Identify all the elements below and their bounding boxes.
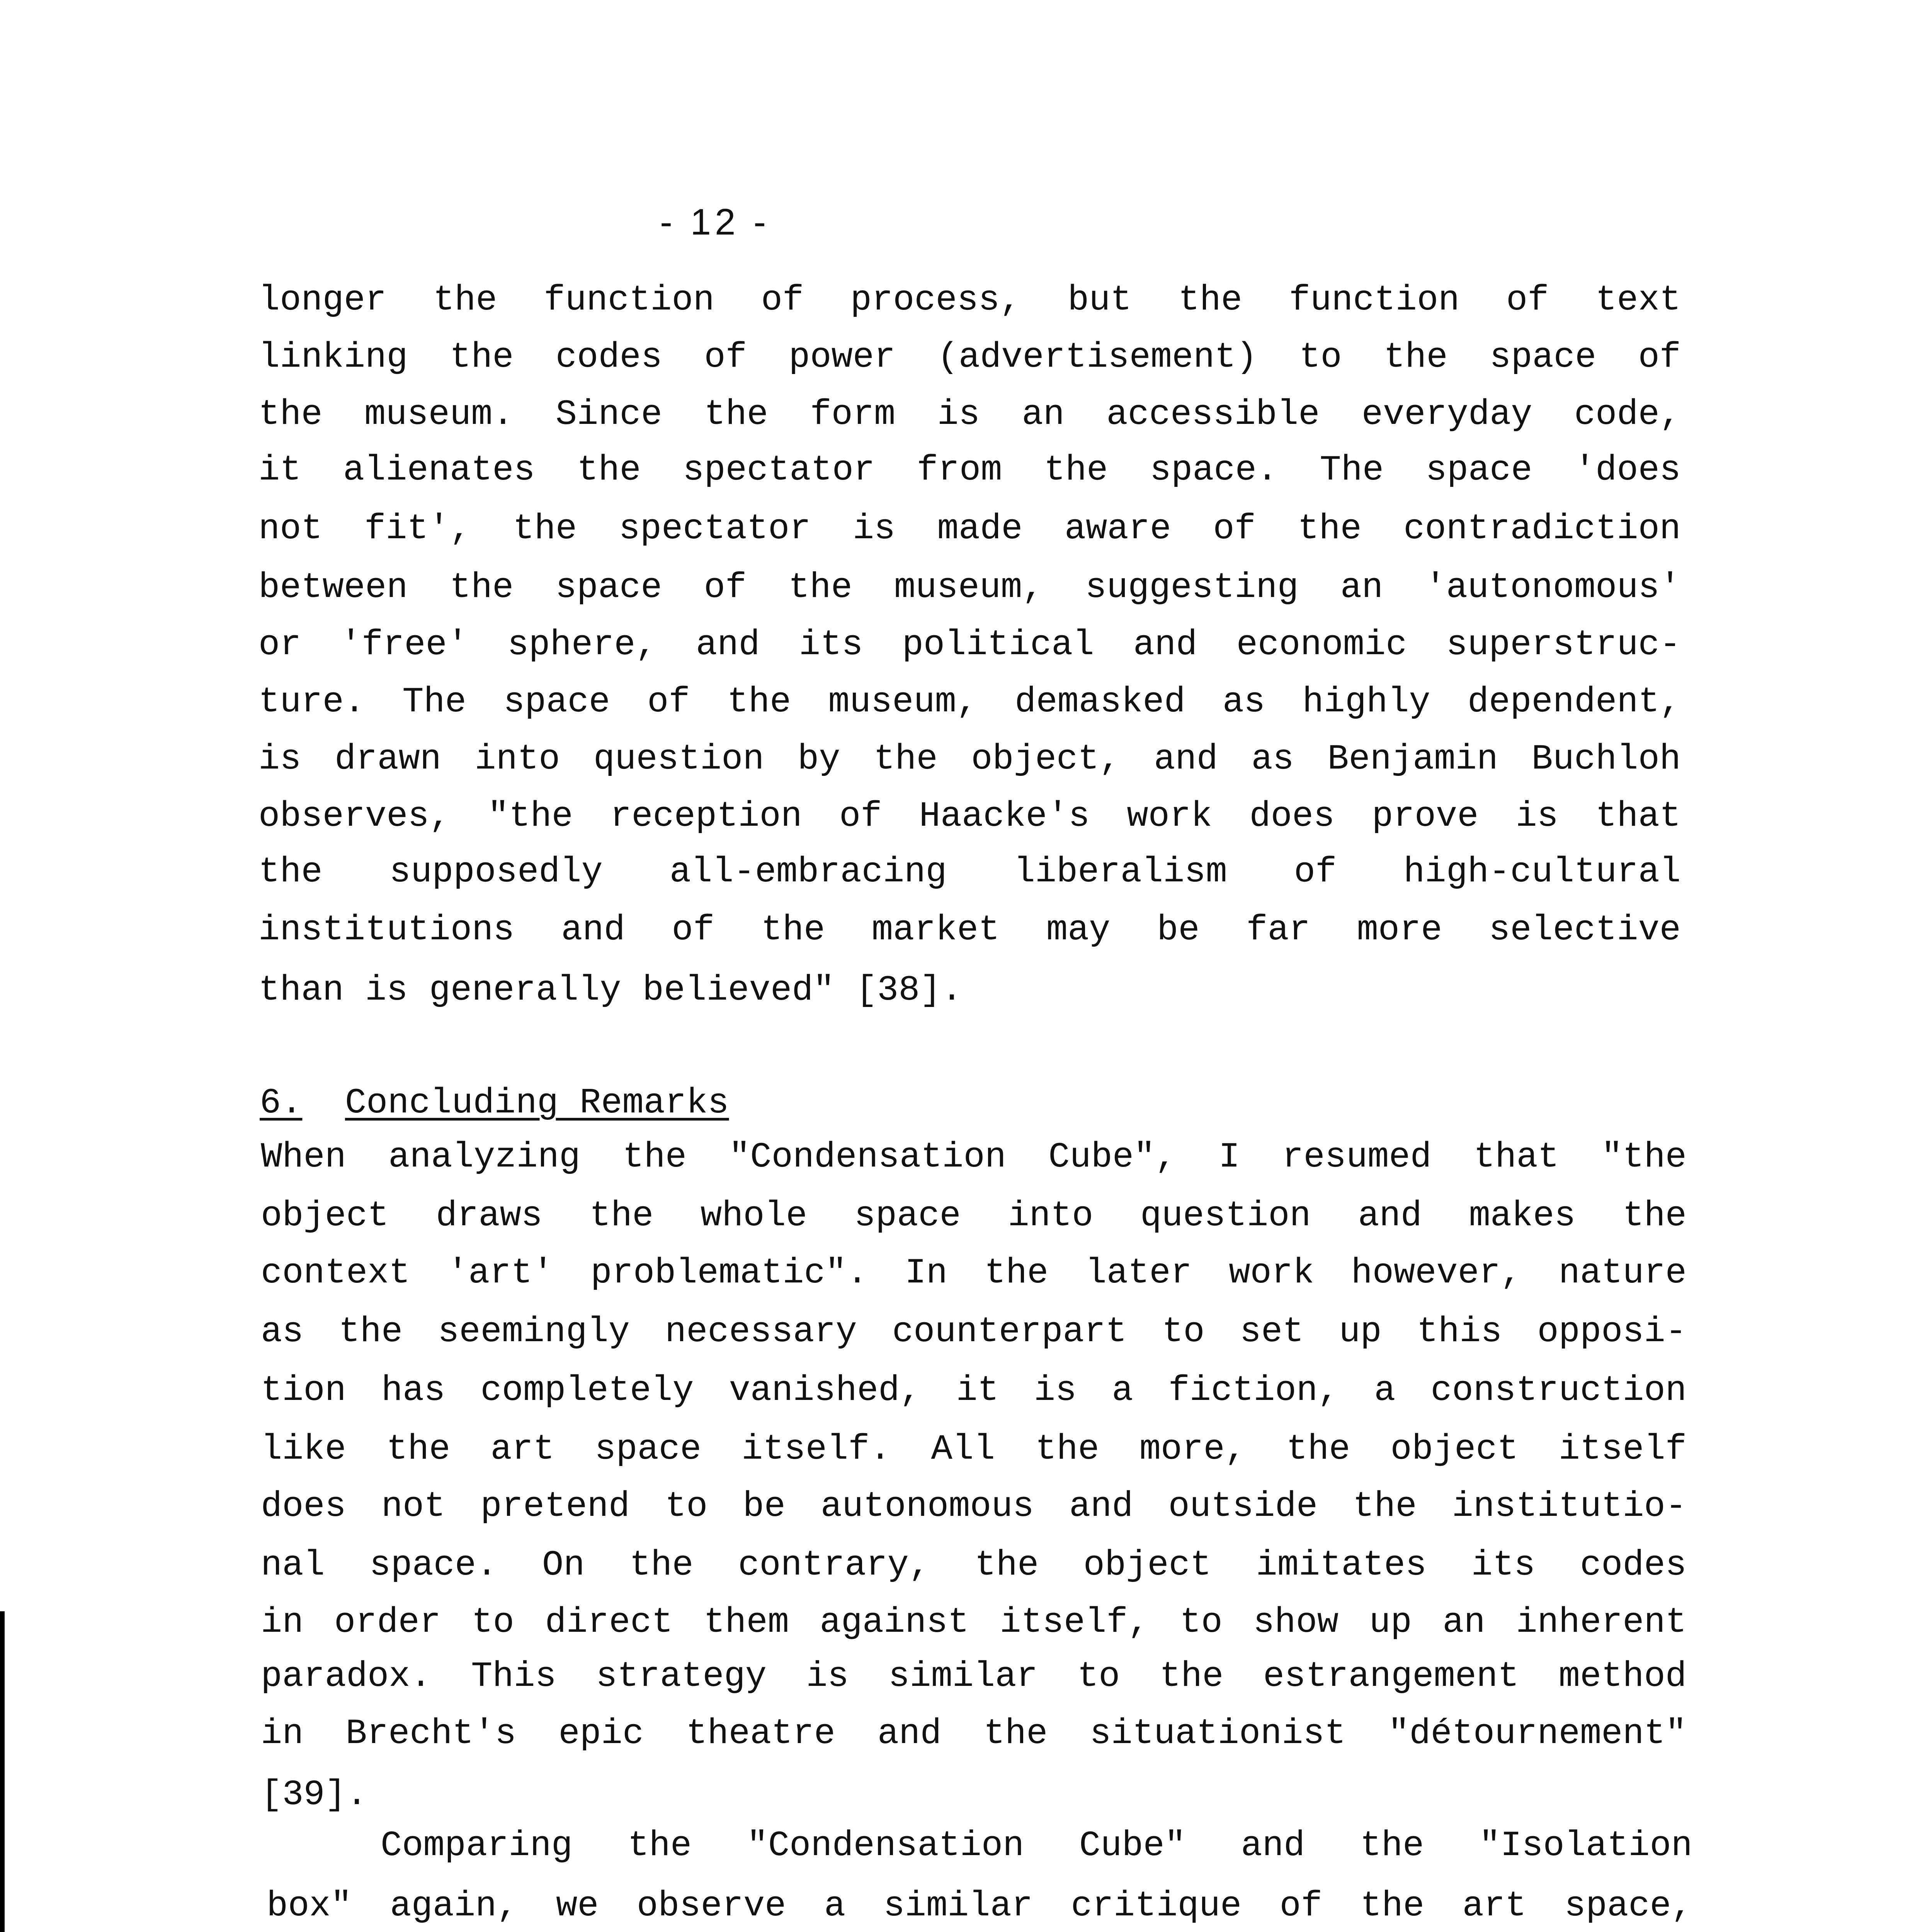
text-line: object draws the whole space into question and makes the — [261, 1196, 1687, 1236]
text-line: [39]. — [261, 1774, 368, 1815]
text-line: not fit', the spectator is made aware of the contradiction — [259, 509, 1681, 549]
text-line: institutions and of the market may be far more selective — [259, 910, 1681, 950]
text-line: ture. The space of the museum, demasked as highly dependent, — [259, 682, 1681, 722]
text-line: longer the function of process, but the function of text — [259, 280, 1681, 320]
text-line: box" again, we observe a similar critique of the art space, — [267, 1886, 1692, 1926]
text-line: than is generally believed" [38]. — [259, 970, 963, 1010]
section-number: 6. — [260, 1083, 303, 1123]
text-line: is drawn into question by the object, and as Benjamin Buchloh — [259, 739, 1681, 779]
section-title: Concluding Remarks — [345, 1083, 729, 1123]
scan-border-artifact — [0, 1611, 5, 1932]
page-number: - 12 - — [660, 201, 770, 243]
text-line: Comparing the "Condensation Cube" and the "Isolation — [381, 1825, 1692, 1866]
text-line: in order to direct them against itself, to show up an inherent — [261, 1602, 1687, 1643]
text-line: or 'free' sphere, and its political and economic superstruc- — [259, 624, 1681, 665]
text-line: When analyzing the "Condensation Cube", I resumed that "the — [261, 1137, 1687, 1177]
text-line: like the art space itself. All the more, the object itself — [261, 1429, 1687, 1469]
text-line: between the space of the museum, suggesting an 'autonomous' — [259, 567, 1681, 608]
text-line: paradox. This strategy is similar to the estrangement method — [261, 1656, 1687, 1697]
text-line: the supposedly all-embracing liberalism of high-cultural — [259, 852, 1681, 892]
text-line: in Brecht's epic theatre and the situationist "détournement" — [261, 1713, 1687, 1754]
section-heading — [260, 1082, 729, 1124]
text-line: linking the codes of power (advertisement) to the space of — [259, 337, 1681, 378]
text-line: observes, "the reception of Haacke's work does prove is that — [259, 796, 1681, 837]
text-line: nal space. On the contrary, the object imitates its codes — [261, 1545, 1687, 1585]
text-line: context 'art' problematic". In the later work however, nature — [261, 1253, 1687, 1293]
text-line: tion has completely vanished, it is a fiction, a construction — [261, 1370, 1687, 1411]
text-line: does not pretend to be autonomous and outside the institutio- — [261, 1486, 1687, 1527]
text-line: as the seemingly necessary counterpart to set up this opposi- — [261, 1311, 1687, 1352]
text-line: the museum. Since the form is an accessible everyday code, — [259, 394, 1681, 435]
text-line: it alienates the spectator from the space. The space 'does — [259, 450, 1681, 490]
